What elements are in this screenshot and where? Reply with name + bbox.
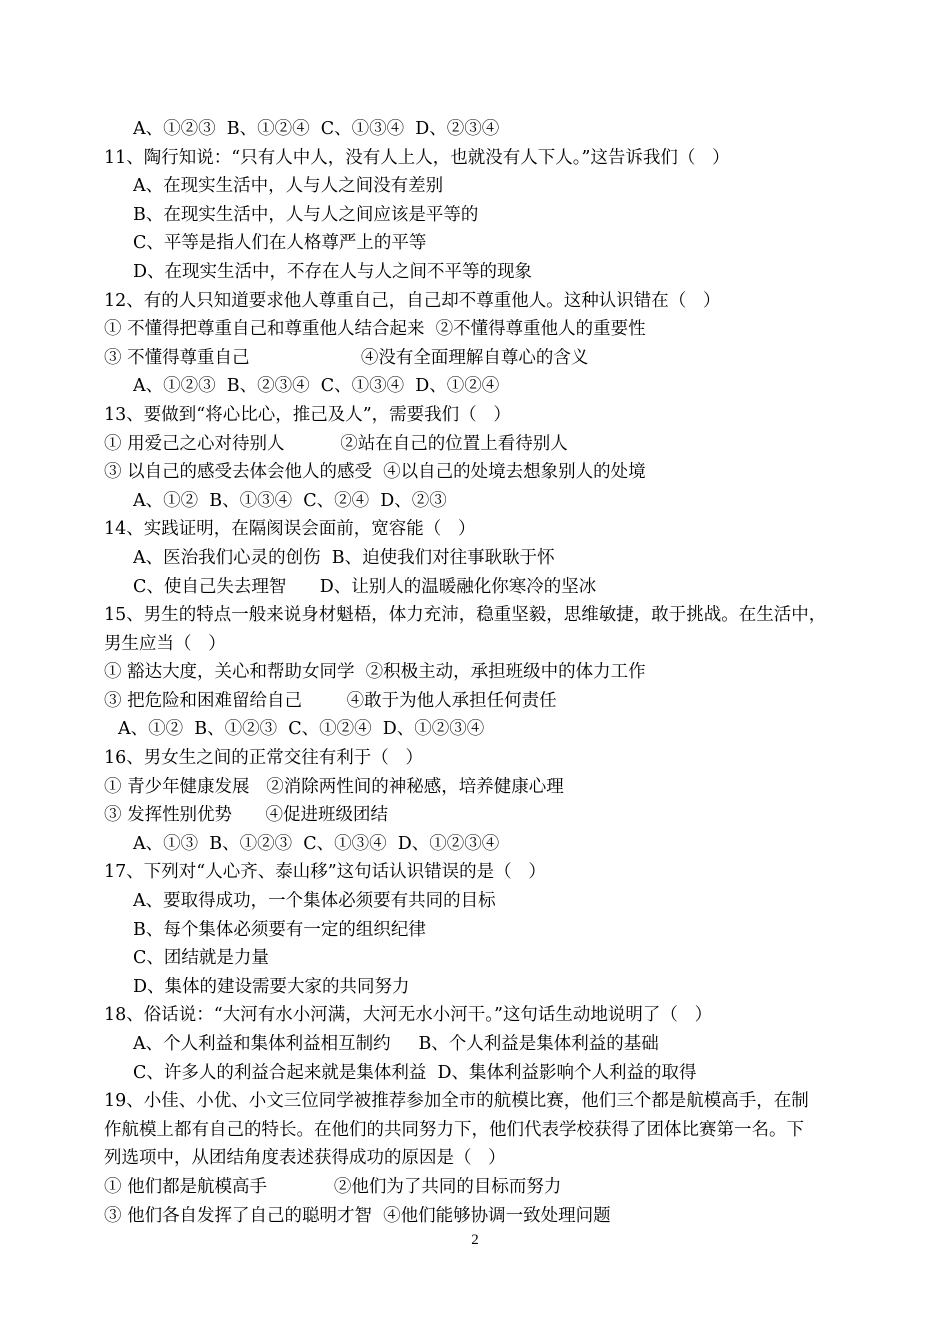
text-line: 15、男生的特点一般来说身材魁梧，体力充沛，稳重坚毅，思维敏捷，敢于挑战。在生活中， — [104, 605, 827, 626]
text-line: 16、男女生之间的正常交往有利于（ ） — [104, 748, 423, 769]
text-line: 列选项中，从团结角度表述获得成功的原因是（ ） — [104, 1148, 506, 1169]
page-number: 2 — [471, 1232, 479, 1248]
text-line: A、①② B、①③④ C、②④ D、②③ — [133, 490, 447, 511]
text-line: A、①②③ B、②③④ C、①③④ D、①②④ — [133, 376, 500, 397]
text-line: A、个人利益和集体利益相互制约 B、个人利益是集体利益的基础 — [133, 1034, 659, 1054]
text-line: ③ 他们各自发挥了自己的聪明才智 ④他们能够协调一致处理问题 — [104, 1205, 611, 1226]
text-line: ③ 把危险和困难留给自己 ④敢于为他人承担任何责任 — [104, 690, 557, 711]
text-line: C、许多人的利益合起来就是集体利益 D、集体利益影响个人利益的取得 — [133, 1062, 697, 1083]
text-line: 19、小佳、小优、小文三位同学被推荐参加全市的航模比赛，他们三个都是航模高手，在制 — [104, 1091, 809, 1112]
text-line: A、在现实生活中，人与人之间没有差别 — [133, 176, 444, 197]
text-line: B、在现实生活中，人与人之间应该是平等的 — [133, 204, 479, 225]
text-line: A、①②③ B、①②④ C、①③④ D、②③④ — [133, 119, 500, 139]
text-line: A、要取得成功，一个集体必须要有共同的目标 — [133, 891, 496, 912]
text-line: A、①③ B、①②③ C、①③④ D、①②③④ — [133, 833, 500, 854]
text-line: ① 不懂得把尊重自己和尊重他人结合起来 ②不懂得尊重他人的重要性 — [104, 319, 646, 340]
text-line: D、在现实生活中，不存在人与人之间不平等的现象 — [133, 261, 533, 282]
text-line: 12、有的人只知道要求他人尊重自己，自己却不尊重他人。这种认识错在（ ） — [104, 290, 721, 311]
text-line: ① 青少年健康发展 ②消除两性间的神秘感，培养健康心理 — [104, 776, 564, 797]
text-line: ③ 发挥性别优势 ④促进班级团结 — [104, 805, 388, 826]
text-line: B、每个集体必须要有一定的组织纪律 — [133, 919, 426, 940]
text-line: C、使自己失去理智 D、让别人的温暖融化你寒冷的坚冰 — [133, 576, 597, 597]
text-line: D、集体的建设需要大家的共同努力 — [133, 976, 410, 997]
text-line: 11、陶行知说：“只有人中人，没有人上人，也就没有人下人。”这告诉我们（ ） — [104, 147, 730, 168]
text-line: 13、要做到“将心比心，推己及人”，需要我们（ ） — [104, 404, 511, 425]
text-line: ① 豁达大度，关心和帮助女同学 ②积极主动，承担班级中的体力工作 — [104, 662, 646, 683]
text-line: ③ 以自己的感受去体会他人的感受 ④以自己的处境去想象别人的处境 — [104, 462, 646, 483]
text-line: 作航模上都有自己的特长。在他们的共同努力下，他们代表学校获得了团体比赛第一名。下 — [104, 1119, 804, 1140]
text-line: A、医治我们心灵的创伤 B、迫使我们对往事耿耿于怀 — [133, 547, 555, 568]
text-line: A、①② B、①②③ C、①②④ D、①②③④ — [118, 719, 485, 740]
text-line: C、平等是指人们在人格尊严上的平等 — [133, 233, 427, 254]
text-line: 18、俗话说：“大河有水小河满，大河无水小河干。”这句话生动地说明了（ ） — [104, 1005, 713, 1026]
text-line: ① 他们都是航模高手 ②他们为了共同的目标而努力 — [104, 1176, 562, 1197]
text-line: 14、实践证明，在隔阂误会面前，宽容能（ ） — [104, 519, 476, 540]
text-line: ① 用爱己之心对待别人 ②站在自己的位置上看待别人 — [104, 433, 568, 454]
text-line: ③ 不懂得尊重自己 ④没有全面理解自尊心的含义 — [104, 347, 589, 368]
question-text-block — [0, 115, 950, 1230]
text-line: C、团结就是力量 — [133, 948, 269, 969]
text-line: 男生应当（ ） — [104, 633, 226, 654]
text-line: 17、下列对“人心齐、泰山移”这句话认识错误的是（ ） — [104, 862, 546, 883]
